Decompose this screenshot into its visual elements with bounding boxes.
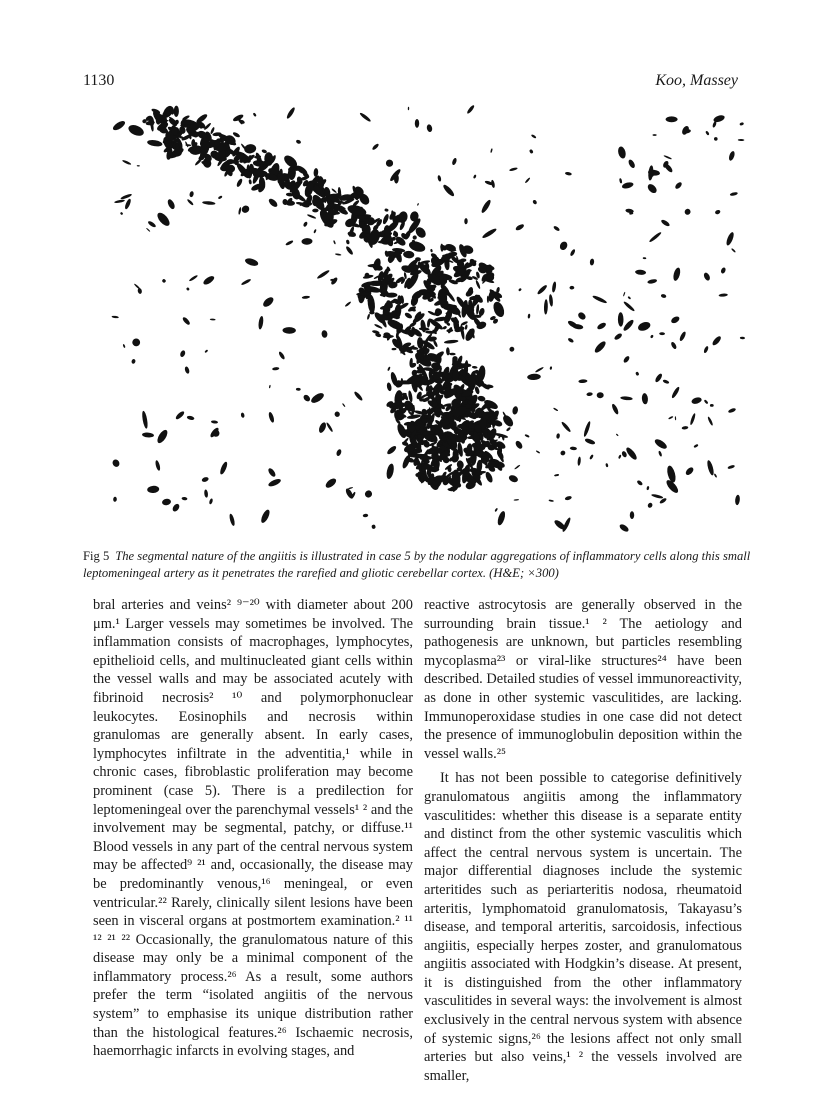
- right-paragraph-1: reactive astrocytosis are generally observed in the surrounding brain tissue.¹ ² The aetiology and pathogenesis are unknown, but particles resembling mycoplasma²³ or viral-like structures²⁴ have been described. Detailed studies of vessel immunoreactivity, as done in other systemic vasculitides, are lacking. Immunoperoxidase studies in one case did not detect the presence of immunoglobulin deposition within the vessel walls.²⁵: [424, 597, 742, 762]
- right-column: [424, 596, 742, 1085]
- page-number: 1130: [83, 72, 115, 89]
- figure-caption-text: The segmental nature of the angiitis is illustrated in case 5 by the nodular aggregations of inflammatory cells along this small leptomeningeal artery as it penetrates the rarefied and gliotic cerebellar cortex. (H&E; ×300): [83, 549, 751, 580]
- figure-caption: [83, 548, 753, 582]
- right-paragraph-2: It has not been possible to categorise definitively granulomatous angiitis among the inflammatory vasculitides: whether this disease is a separate entity and distinct from the other systemic vasculitis which affect the central nervous system is uncertain. The major differential diagnoses include the systemic arteritides such as periarteritis nodosa, rheumatoid arteritis, lymphomatoid granulomatosis, Takayasu’s disease, and temporal arteritis, sarcoidosis, infectious angiitis, especially herpes zoster, and granulomatous angiitis associated with Hodgkin’s disease. At present, it is distinguished from the other inflammatory vasculitides in several ways: the involvement is almost exclusively in the central nervous system with absence of systemic signs,²⁶ the lesions affect not only small arteries but also veins,¹ ² the vessels involved are smaller,: [424, 770, 742, 1084]
- left-column: [93, 596, 413, 1061]
- micrograph-image: [110, 100, 750, 540]
- histology-micrograph: [110, 100, 750, 540]
- left-paragraph-1: bral arteries and veins² ⁹⁻²⁰ with diameter about 200 μm.¹ Larger vessels may sometimes be involved. The inflammation consists of macrophages, lymphocytes, epithelioid cells, and multinucleated giant cells within the vessel walls and may be associated acutely with fibrinoid necrosis² ¹⁰ and polymorphonuclear leukocytes. Eosinophils and necrosis within granulomas are generally absent. In early cases, lymphocytes infiltrate in the adventitia,¹ while in chronic cases, fibroblastic proliferation may become prominent (case 5). There is a predilection for leptomeningeal over the parenchymal vessels¹ ² and the involvement may be segmental, patchy, or diffuse.¹¹ Blood vessels in any part of the central nervous system may be affected⁹ ²¹ and, occasionally, the disease may be predominantly venous,¹⁶ meningeal, or even ventricular.²² Rarely, clinically silent lesions have been seen in visceral organs at postmortem examination.² ¹¹ ¹² ²¹ ²² Occasionally, the granulomatous nature of this disease may only be a minimal component of the inflammatory process.²⁶ As a result, some authors prefer the term “isolated angiitis of the nervous system” to emphasise its unique distribution rather than the histological features.²⁶ Ischaemic necrosis, haemorrhagic infarcts in evolving stages, and: [93, 597, 413, 1060]
- figure-label: Fig 5: [83, 549, 110, 563]
- running-head: Koo, Massey: [655, 72, 738, 89]
